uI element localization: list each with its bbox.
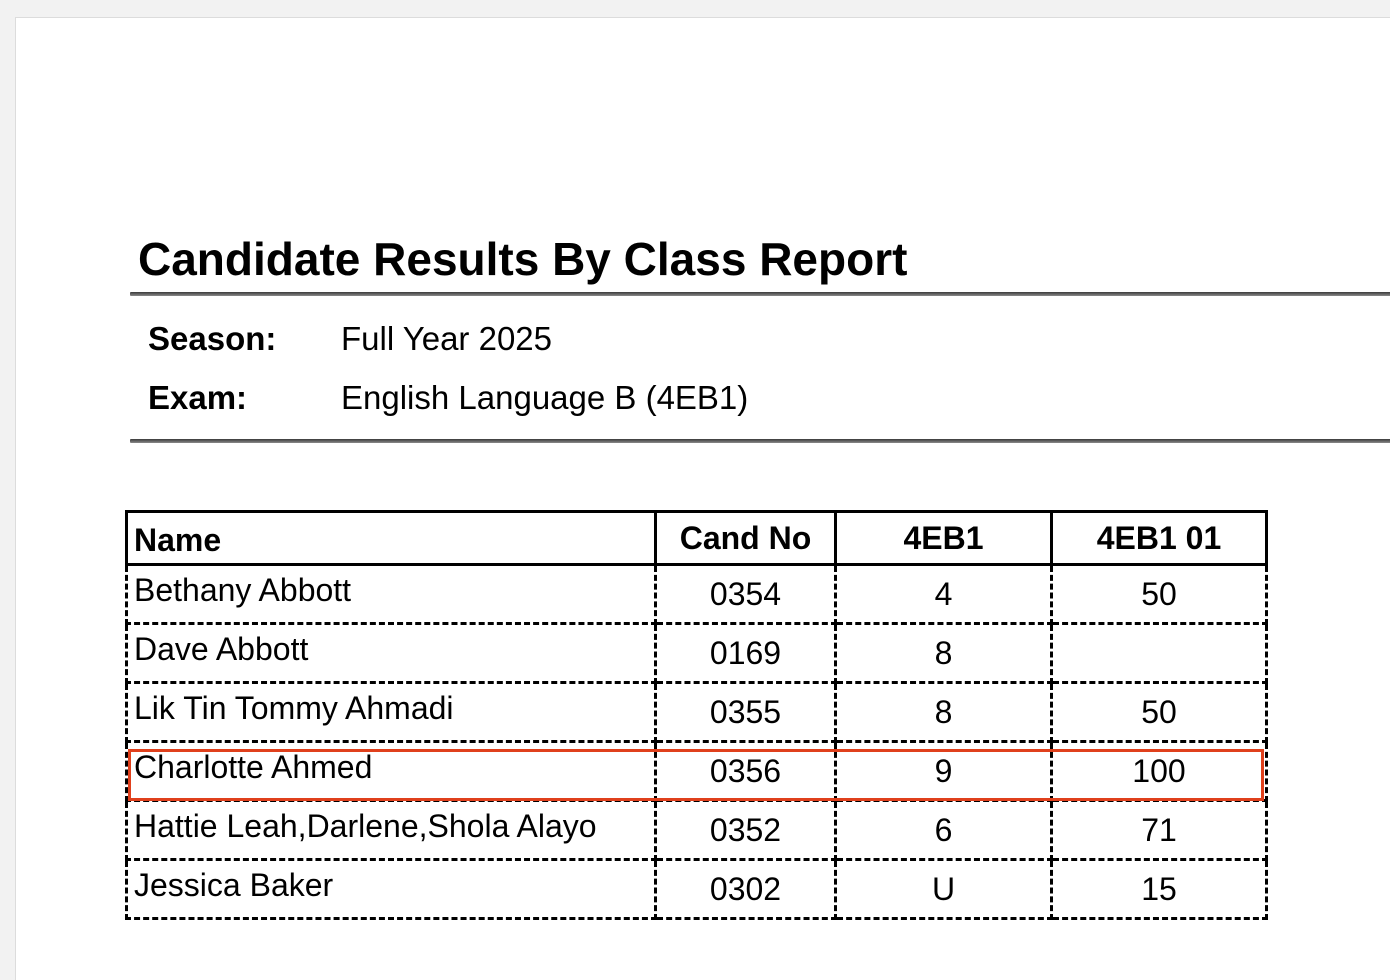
candidate-number: 0302 [656,860,836,919]
table-row-selected[interactable] [127,742,1267,801]
table-header-row [127,512,1267,565]
candidate-grade: 8 [836,683,1052,742]
candidate-name: Dave Abbott [127,624,656,683]
table-row[interactable] [127,624,1267,683]
candidate-grade: 9 [836,742,1052,801]
component-mark: 100 [1052,742,1267,801]
season-label: Season: [148,320,277,357]
component-mark: 71 [1052,801,1267,860]
candidate-number: 0354 [656,565,836,624]
season-value: Full Year 2025 [341,320,553,357]
candidate-number: 0355 [656,683,836,742]
candidate-number: 0169 [656,624,836,683]
title-divider [130,292,1390,296]
table-row[interactable] [127,860,1267,919]
header-component: 4EB1 01 [1052,512,1267,565]
candidate-name: Jessica Baker [127,860,656,919]
candidate-name: Bethany Abbott [127,565,656,624]
component-mark: 15 [1052,860,1267,919]
candidate-grade: U [836,860,1052,919]
candidate-grade: 8 [836,624,1052,683]
candidate-name: Lik Tin Tommy Ahmadi [127,683,656,742]
header-cand-no: Cand No [656,512,836,565]
candidate-number: 0356 [656,742,836,801]
results-table [125,510,1268,920]
candidate-name: Hattie Leah,Darlene,Shola Alayo [127,801,656,860]
component-mark [1052,624,1267,683]
header-grade: 4EB1 [836,512,1052,565]
report-title: Candidate Results By Class Report [138,233,908,285]
candidate-grade: 4 [836,565,1052,624]
header-name: Name [127,512,656,565]
table-row[interactable] [127,801,1267,860]
candidate-grade: 6 [836,801,1052,860]
table-row[interactable] [127,683,1267,742]
candidate-name: Charlotte Ahmed [127,742,656,801]
candidate-number: 0352 [656,801,836,860]
exam-value: English Language B (4EB1) [341,379,749,416]
component-mark: 50 [1052,683,1267,742]
component-mark: 50 [1052,565,1267,624]
exam-label: Exam: [148,379,248,416]
meta-divider [130,439,1390,443]
table-row[interactable] [127,565,1267,624]
